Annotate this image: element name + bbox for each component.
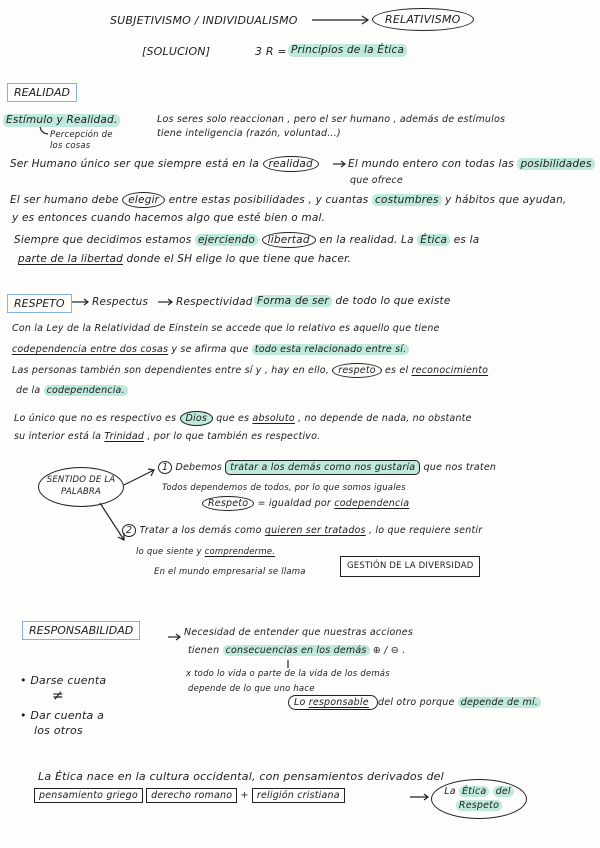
dios-word: Dios <box>180 411 214 426</box>
gestion-box: GESTIÓN DE LA DIVERSIDAD <box>340 556 480 577</box>
respeto-p3-c: es el <box>385 365 409 376</box>
solucion-label: [SOLUCION] <box>142 45 211 58</box>
resp-line2-b: consecuencias en los demás <box>223 645 370 656</box>
resp-line3: x todo lo vida o parte de la vida de los demás <box>186 669 390 679</box>
three-r-label: 3 R = <box>255 45 287 58</box>
resp-line5-d: depende de mí. <box>458 697 541 708</box>
religion-cristiana: religión cristiana <box>252 788 345 803</box>
sentido-1-a: Debemos <box>175 462 222 473</box>
realidad-side-note: Percepción de los cosas <box>50 130 113 151</box>
realidad-side-label: Estímulo y Realidad. <box>3 114 120 127</box>
resp-line4: depende de lo que uno hace <box>188 684 315 694</box>
respeto-p5-b: que es <box>216 413 250 424</box>
resp-line5-c: del otro porque <box>378 697 455 708</box>
respeto-p5 <box>14 412 472 425</box>
sentido-2-num: 2 <box>122 524 136 537</box>
resp-line5 <box>288 696 541 709</box>
etica-respeto-oval <box>431 779 527 819</box>
chain-rest: de todo lo que existe <box>335 295 451 307</box>
respeto-p1: Con la Ley de la Relatividad de Einstein se accede que lo relativo es aquello que tiene <box>12 323 440 334</box>
chain-respectus: Respectus <box>92 296 149 308</box>
realidad-p1-b: El mundo entero con todas las <box>348 158 514 170</box>
respeto-word: respeto <box>332 363 382 378</box>
bullet-2-cont: los otros <box>34 724 83 737</box>
ejerciendo-word: ejerciendo <box>195 234 258 246</box>
conclusion-line1: La Ética nace en la cultura occidental, con pensamientos derivados del <box>38 770 444 783</box>
sentido-1-e: = igualdad por <box>257 498 332 509</box>
sentido-oval: SENTIDO DE LA PALABRA <box>38 467 124 507</box>
sentido-2 <box>122 524 482 537</box>
sentido-2-b: quieren ser tratados <box>264 525 366 536</box>
respeto-p2-b: y se afirma que <box>171 344 249 355</box>
realidad-p4 <box>14 234 479 247</box>
resp-line1: Necesidad de entender que nuestras acciones <box>184 627 413 638</box>
result-d: Respeto <box>456 800 502 811</box>
realidad-p4-a: Siempre que decidimos estamos <box>14 234 192 246</box>
sentido-1-c: que nos traten <box>423 462 497 473</box>
realidad-p1-a: Ser Humano único ser que siempre está en la <box>10 158 259 170</box>
etica-word: Ética <box>417 234 450 246</box>
codependencia-word: codependencia. <box>44 385 128 396</box>
absoluto-word: absoluto <box>252 413 295 424</box>
reconocimiento-word: reconocimiento <box>411 365 489 376</box>
header-title: SUBJETIVISMO / INDIVIDUALISMO <box>110 14 298 27</box>
respeto-p2 <box>12 343 409 356</box>
respeto-heading: RESPETO <box>7 294 72 313</box>
respeto-p6-a: su interior está la <box>14 431 102 442</box>
respeto-p6-b: , por lo que también es respectivo. <box>147 431 321 442</box>
realidad-word: realidad <box>263 156 319 172</box>
chain-respectividad: Respectividad <box>176 296 253 308</box>
realidad-line1: Los seres solo reaccionan , pero el ser humano , además de estímulos <box>157 114 506 125</box>
sentido-1-d: Todos dependemos de todos, por lo que somos iguales <box>162 483 406 493</box>
sentido-2-e: comprenderme. <box>204 547 276 557</box>
sentido-respeto: Respeto <box>202 496 254 511</box>
derecho-romano: derecho romano <box>146 788 237 803</box>
realidad-p1 <box>10 158 319 171</box>
realidad-line2: tiene inteligencia (razón, voluntad...) <box>157 128 341 139</box>
respeto-p5-c: , no depende de nada, no obstante <box>298 413 472 424</box>
neq-sign: ≠ <box>52 688 64 704</box>
forma-de-ser: Forma de ser <box>254 295 332 307</box>
respeto-p2-c: todo esta relacionado entre sí. <box>252 344 410 355</box>
sentido-arrow-2 <box>100 503 124 540</box>
three-r-value: Principios de la Ética <box>288 44 407 57</box>
respeto-p6 <box>14 430 320 443</box>
result-a: La <box>444 786 456 797</box>
respeto-p4-a: de la <box>16 385 41 396</box>
result-c: del <box>493 786 514 797</box>
sentido-2-d: lo que siente y <box>136 547 202 557</box>
relativismo-oval: RELATIVISMO <box>372 8 474 31</box>
resp-line2-c: ⊕ / ⊖ . <box>372 645 406 656</box>
sentido-1-num: 1 <box>158 461 172 474</box>
conclusion-boxes <box>34 789 345 802</box>
respeto-p2-a: codependencia entre dos cosas <box>12 344 169 355</box>
costumbres-word: costumbres <box>372 194 442 206</box>
sentido-arrow-1 <box>124 470 154 485</box>
solucion-text: SOLUCION <box>146 45 206 58</box>
trinidad-word: Trinidad <box>104 431 145 442</box>
realidad-p1-c: que ofrece <box>350 175 403 186</box>
realidad-p5-b: donde el SH elige lo que tiene que hacer. <box>126 253 352 265</box>
realidad-p2-a: El ser humano debe <box>10 194 119 206</box>
respeto-p5-a: Lo único que no es respectivo es <box>14 413 177 424</box>
bullet-2: • Dar cuenta a <box>20 709 105 722</box>
sentido-2-a: Tratar a los demás como <box>139 525 262 536</box>
elegir-word: elegir <box>122 192 165 208</box>
sentido-2-line2 <box>136 546 275 559</box>
sentido-2-f: En el mundo empresarial se llama <box>154 567 306 577</box>
pensamiento-griego: pensamiento griego <box>34 788 143 803</box>
realidad-p3: y es entonces cuando hacemos algo que esté bien o mal. <box>12 212 326 224</box>
resp-line2 <box>188 644 405 657</box>
realidad-p5 <box>18 253 351 266</box>
resp-line2-a: tienen <box>188 645 220 656</box>
sentido-1-f: codependencia <box>334 498 410 509</box>
conclusion-plus: + <box>240 790 249 801</box>
realidad-heading: REALIDAD <box>7 83 77 102</box>
sentido-1-b: tratar a los demás como nos gustaría <box>225 460 420 475</box>
respeto-p3-a: Las personas también son dependientes entre sí y , hay en ello, <box>12 365 330 376</box>
responsabilidad-heading: RESPONSABILIDAD <box>22 621 140 640</box>
bullet-1-text: Darse cuenta <box>30 674 107 687</box>
resp-line5-box <box>288 695 378 710</box>
bullet-2-text: Dar cuenta a <box>30 709 105 722</box>
realidad-p2 <box>10 194 566 207</box>
bullet-1: • Darse cuenta <box>20 674 107 687</box>
realidad-p4-b: en la realidad. La <box>319 234 414 246</box>
realidad-p2-b: entre estas posibilidades , y cuantas <box>168 194 369 206</box>
realidad-p1-right <box>348 158 595 171</box>
respeto-p4 <box>16 384 128 397</box>
resp-line5-b: responsable <box>308 697 369 708</box>
resp-line5-a: Lo <box>294 697 306 708</box>
realidad-p2-c: y hábitos que ayudan, <box>445 194 567 206</box>
chain-forma <box>254 295 451 308</box>
realidad-p4-c: es la <box>453 234 480 246</box>
realidad-p5-a: parte de la libertad <box>18 253 123 265</box>
respeto-p3 <box>12 364 488 377</box>
result-b: Ética <box>459 786 489 797</box>
sentido-1-eq <box>202 497 409 510</box>
libertad-word: libertad <box>262 232 316 248</box>
sentido-2-c: , lo que requiere sentir <box>368 525 483 536</box>
sentido-1 <box>158 461 496 474</box>
posibilidades-word: posibilidades <box>517 158 594 170</box>
